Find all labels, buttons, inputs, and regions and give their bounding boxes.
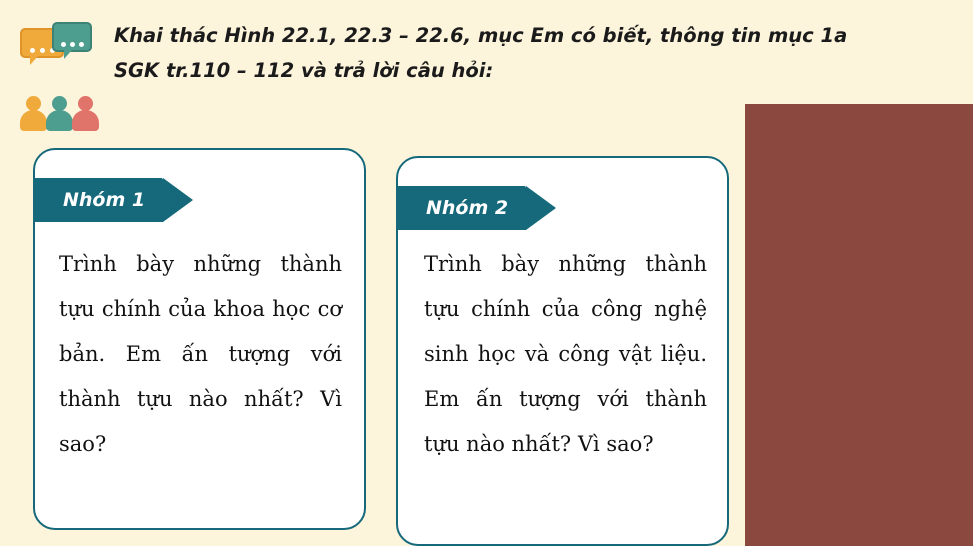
group-2-label: Nhóm 2 bbox=[426, 197, 509, 219]
instruction-text bbox=[114, 18, 847, 88]
group-2-ribbon bbox=[396, 186, 556, 230]
instruction-line-2: SGK tr.110 – 112 và trả lời câu hỏi: bbox=[114, 59, 494, 82]
speech-bubble-teal bbox=[52, 22, 92, 52]
group-2-question: Trình bày những thành tựu chính của công nghệ sinh học và công vật liệu. Em ấn tượng với thành tựu nào nhất? Vì sao? bbox=[424, 252, 707, 456]
instruction-line-1: Khai thác Hình 22.1, 22.3 – 22.6, mục Em có biết, thông tin mục 1a bbox=[114, 24, 848, 47]
group-1-ribbon bbox=[33, 178, 193, 222]
right-decorative-panel bbox=[745, 104, 973, 546]
header bbox=[18, 18, 918, 96]
group-discussion-icon bbox=[18, 22, 106, 96]
group-card-2 bbox=[396, 156, 729, 546]
speech-bubble-teal-tail bbox=[64, 50, 72, 59]
group-1-label: Nhóm 1 bbox=[63, 189, 146, 211]
group-1-question: Trình bày những thành tựu chính của khoa học cơ bản. Em ấn tượng với thành tựu nào nhất? Vì sao? bbox=[59, 252, 342, 456]
ribbon-arrow-icon bbox=[526, 186, 556, 230]
ribbon-arrow-icon bbox=[163, 178, 193, 222]
speech-bubble-orange-tail bbox=[30, 56, 38, 65]
group-card-1 bbox=[33, 148, 366, 530]
